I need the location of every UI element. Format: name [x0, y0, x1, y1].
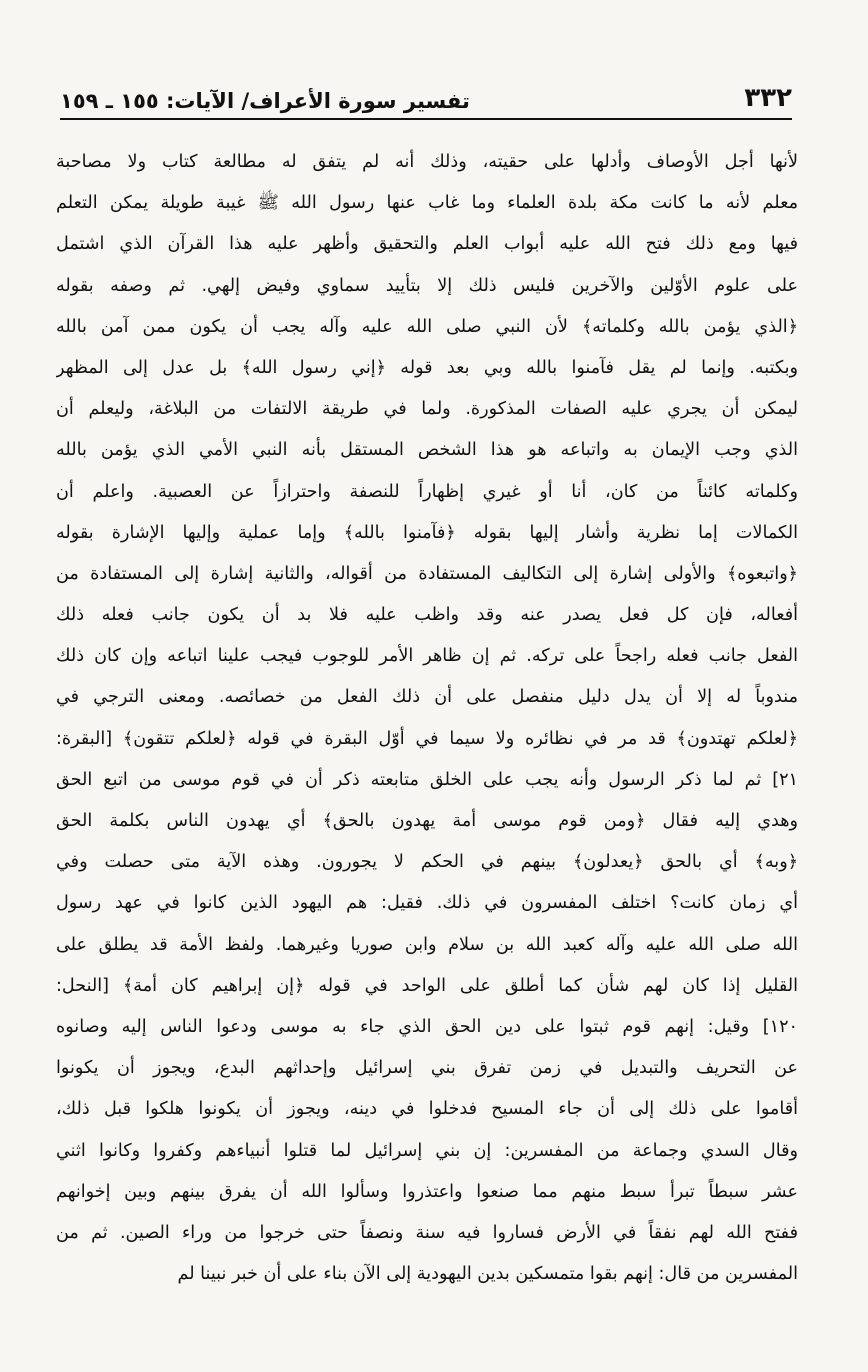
text-line: الكمالات إما نظرية وأشار إليها بقوله ﴿فآمنوا بالله﴾ وإما عملية وإليها الإشارة بقوله [56, 522, 798, 543]
text-line: وكلماته كائناً من كان، أنا أو غيري إظهاراً للنصفة واحترازاً عن العصبية. واعلم أن [56, 481, 798, 502]
text-line: عشر سبطاً تبرأ سبط منهم مما صنعوا واعتذروا وسألوا الله أن يفرق بينهم وبين إخوانهم [56, 1181, 798, 1202]
text-line: وبكتبه. وإنما لم يقل فآمنوا بالله وبي بعد قوله ﴿إني رسول الله﴾ بل عدل إلى المظهر [56, 357, 798, 378]
text-line: فيها ومع ذلك فتح الله عليه أبواب العلم والتحقيق وأظهر عليه هذا القرآن الذي اشتمل [56, 234, 798, 255]
text-line: أقاموا على ذلك إلى أن جاء المسيح فدخلوا في دينه، ويجوز أن يكونوا هلكوا قبل ذلك، [56, 1099, 798, 1120]
page-header [60, 82, 792, 120]
text-line: ﴿الذي يؤمن بالله وكلماته﴾ لأن النبي صلى الله عليه وآله يجب أن يكون ممن آمن بالله [56, 316, 798, 337]
page-number: ٣٣٢ [744, 83, 792, 113]
text-line: ٢١] ثم لما ذكر الرسول وأنه يجب على الخلق متابعته ذكر أن في قوم موسى من اتبع الحق [56, 769, 798, 790]
running-title: تفسير سورة الأعراف/ الآيات: ١٥٥ ـ ١٥٩ [60, 89, 470, 113]
text-line: لأنها أجل الأوصاف وأدلها على حقيته، وذلك أنه لم يتفق له مطالعة كتاب ولا مصاحبة [56, 152, 798, 172]
text-line: وقال السدي وجماعة من المفسرين: إن بني إسرائيل لما قتلوا أنبياءهم وكفروا وكانوا اثني [56, 1140, 798, 1161]
text-line: ١٢٠] وقيل: إنهم قوم ثبتوا على دين الحق الذي جاء به موسى ودعوا الناس إليه وصانوه [56, 1016, 798, 1037]
text-line: ﴿واتبعوه﴾ والأولى إشارة إلى التكاليف المستفادة من أقواله، والثانية إشارة إلى المستفادة من [56, 563, 798, 584]
text-line: أفعاله، فإن كل فعل يصدر عنه وقد واظب عليه فلا بد أن يكون جانب فعله ذلك [56, 605, 798, 626]
body-text [56, 142, 798, 1295]
text-line: وهدي إليه فقال ﴿ومن قوم موسى أمة يهدون بالحق﴾ أي يهدون الناس بكلمة الحق [56, 811, 798, 831]
text-line: الفعل جانب فعله راجحاً على تركه. ثم إن ظاهر الأمر للوجوب فيجب علينا اتباعه وإن كان ذلك [56, 646, 798, 667]
text-line: مندوباً له إلا أن يدل دليل منفصل على أن ذلك الفعل من خصائصه. ومعنى الترجي في [56, 687, 798, 708]
text-line: ﴿وبه﴾ أي بالحق ﴿يعدلون﴾ بينهم في الحكم لا يجورون. وهذه الآية متى حصلت وفي [56, 852, 798, 873]
text-line: على علوم الأوّلين والآخرين فليس ذلك إلا بتأييد سماوي وفيض إلهي. ثم وصفه بقوله [56, 275, 798, 296]
text-line: ليمكن أن يجري عليه الصفات المذكورة. ولما في طريقة الالتفات من البلاغة، وليعلم أن [56, 399, 798, 420]
text-line: عن التحريف والتبديل في زمن تفرق بني إسرائيل وإحداثهم البدع، ويجوز أن يكونوا [56, 1058, 798, 1079]
text-line: معلم لأنه ما كانت مكة بلدة العلماء وما غاب عنها رسول الله ﷺ غيبة طويلة يمكن التعلم [56, 193, 798, 214]
text-line: ففتح الله لهم نفقاً في الأرض فساروا فيه سنة ونصفاً حتى خرجوا من وراء الصين. ثم من [56, 1222, 798, 1243]
text-line: الله صلى الله عليه وآله كعبد الله بن سلام وابن صوريا وغيرهما. ولفظ الأمة قد يطلق على [56, 934, 798, 955]
text-line: القليل إذا كان لهم شأن كما أطلق على الواحد في قوله ﴿إن إبراهيم كان أمة﴾ [النحل: [56, 975, 798, 996]
text-line: المفسرين من قال: إنهم بقوا متمسكين بدين اليهودية إلى الآن بناء على أن خبر نبينا لم [177, 1264, 798, 1285]
text-line: ﴿لعلكم تهتدون﴾ قد مر في نظائره ولا سيما في أوّل البقرة في قوله ﴿لعلكم تتقون﴾ [البقرة: [56, 728, 798, 749]
text-line: الذي وجب الإيمان به واتباعه هو هذا الشخص المستقل بأنه النبي الأمي الذي يؤمن بالله [56, 440, 798, 461]
text-line: أي زمان كانت؟ اختلف المفسرون في ذلك. فقيل: هم اليهود الذين كانوا في عهد رسول [56, 893, 798, 914]
